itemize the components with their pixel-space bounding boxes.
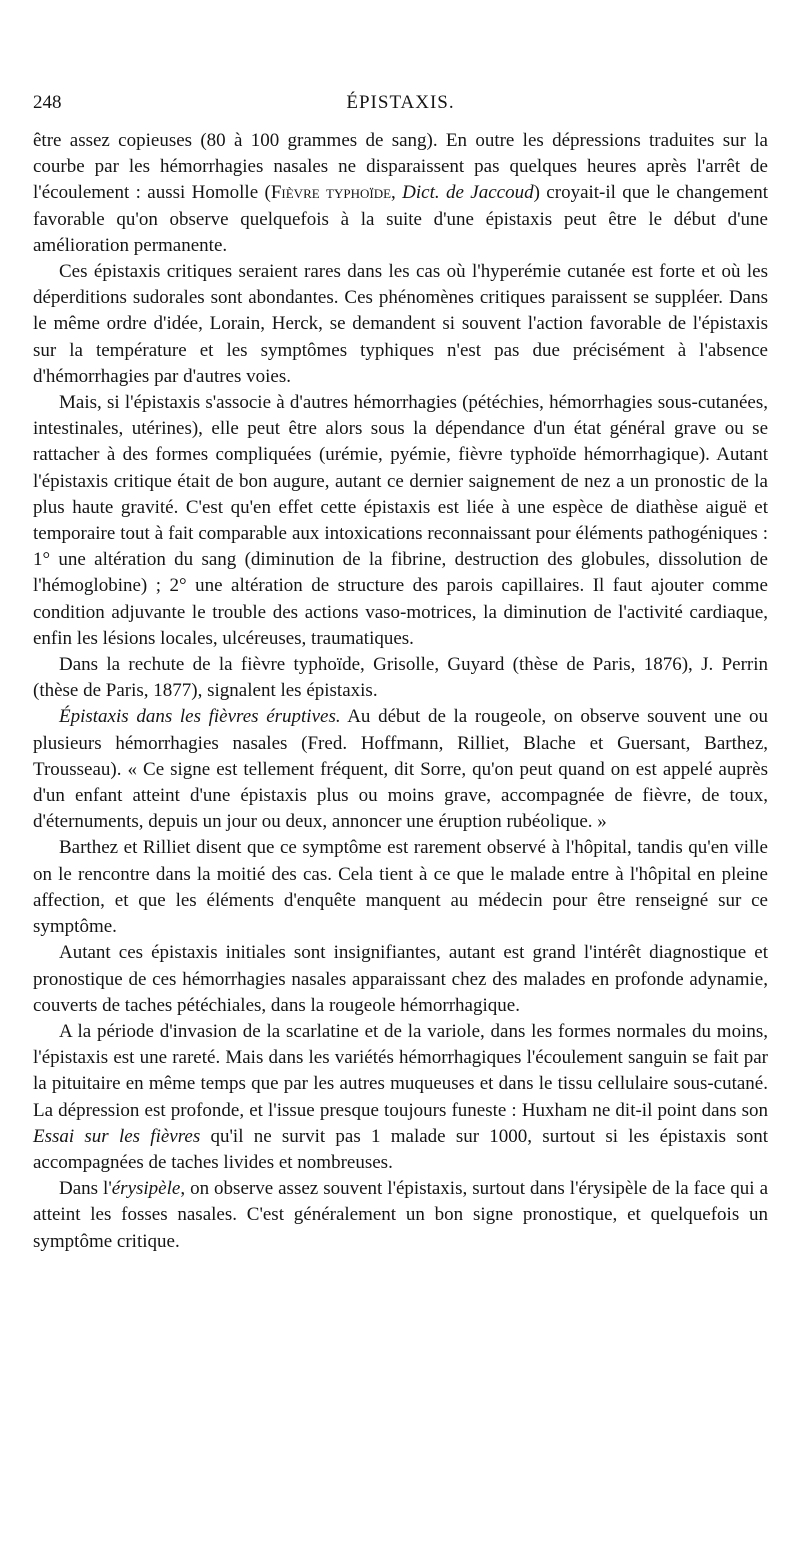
- page-number: 248: [33, 92, 62, 113]
- running-title: ÉPISTAXIS.: [346, 92, 455, 113]
- paragraph: [33, 835, 768, 940]
- paragraph: [33, 128, 768, 259]
- paragraph: [33, 652, 768, 704]
- text-segment: Mais, si l'épistaxis s'associe à d'autres hémorrhagies (pétéchies, hémorrhagies sous-cutanées, intestinales, utérines), elle peut être alors sous la dépendance d'un état général grave ou se rattacher à des formes compliquées (urémie, pyémie, fièvre typhoïde hémorrhagique). Autant l'épistaxis critique était de bon augure, autant ce dernier saignement de nez a un pronostic de la plus haute gravité. C'est qu'en effet cette épistaxis est liée à une espèce de diathèse aiguë et temporaire tout à fait comparable aux intoxications reconnaissant pour éléments pathogéniques : 1° une altération du sang (diminution de la fibrine, destruction des globules, dissolution de l'hémoglobine) ; 2° une altération de structure des parois capillaires. Il faut ajouter comme condition adjuvante le trouble des actions vaso-motrices, la diminution de l'activité cardiaque, enfin les lésions locales, ulcéreuses, traumatiques.: [33, 392, 768, 649]
- text-segment: Barthez et Rilliet disent que ce symptôme est rarement observé à l'hôpital, tandis qu'en ville on le rencontre dans la moitié des cas. Cela tient à ce que le malade entre à l'hôpital en pleine affection, et que les éléments d'enquête manquent au médecin pour être renseigné sur ce symptôme.: [33, 837, 768, 938]
- text-segment: ) croyait-il que le changement favorable qu'on observe quelquefois à la suite d'une épistaxis peut être le début d'une amélioration permanente.: [33, 182, 768, 256]
- text-segment: , on observe assez souvent l'épistaxis, surtout dans l'érysipèle de la face qui a atteint les fosses nasales. C'est généralement un bon signe pronostique, et quelquefois un symptôme critique.: [33, 1178, 768, 1252]
- paragraph: [33, 940, 768, 1019]
- paragraph: [33, 390, 768, 652]
- book-page: [33, 0, 768, 1555]
- smallcaps-text: Fièvre typhoïde: [270, 182, 392, 204]
- paragraph: [33, 1019, 768, 1176]
- text-segment: ,: [391, 182, 403, 204]
- text-segment: Dans l': [59, 1178, 112, 1200]
- text-segment: qu'il ne survit pas 1 malade sur 1000, surtout si les épistaxis sont accompagnées de taches livides et nombreuses.: [33, 1125, 768, 1173]
- text-segment: Ces épistaxis critiques seraient rares dans les cas où l'hyperémie cutanée est forte et où les déperditions sudorales sont abondantes. Ces phénomènes critiques paraissent se suppléer. Dans le même ordre d'idée, Lorain, Herck, se demandent si souvent l'action favorable de l'épistaxis sur la température et les symptômes typhiques n'est pas due précisément à l'absence d'hémorrhagies par d'autres voies.: [33, 261, 768, 387]
- italic-text: Dict. de Jaccoud: [402, 182, 534, 204]
- paragraph: [33, 704, 768, 835]
- text-segment: être assez copieuses (80 à 100 grammes de sang). En outre les dépressions traduites sur la courbe par les hémorrhagies nasales ne disparaissent pas quelques heures après l'arrêt de l'écoulement : aussi Homolle (: [33, 130, 768, 204]
- page-header: [33, 92, 768, 118]
- text-segment: A la période d'invasion de la scarlatine et de la variole, dans les formes normales du moins, l'épistaxis est une rareté. Mais dans les variétés hémorrhagiques l'écoulement sanguin se fait par la pituitaire en même temps que par les autres muqueuses et dans le tissu cellulaire sous-cutané. La dépression est profonde, et l'issue presque toujours funeste : Huxham ne dit-il point dans son: [33, 1020, 768, 1121]
- italic-text: érysipèle: [111, 1178, 181, 1200]
- paragraph: [33, 259, 768, 390]
- text-segment: Au début de la rougeole, on observe souvent une ou plusieurs hémorrhagies nasales (Fred. Hoffmann, Rilliet, Blache et Guersant, Barthez, Trousseau). « Ce signe est tellement fréquent, dit Sorre, qu'on peut quand on est appelé auprès d'un enfant atteint d'une épistaxis plus ou moins grave, accompagnée de fièvre, de toux, d'éternuments, depuis un jour ou deux, annoncer une éruption rubéolique. »: [33, 706, 768, 833]
- body-text: [33, 128, 768, 1255]
- text-segment: Autant ces épistaxis initiales sont insignifiantes, autant est grand l'intérêt diagnostique et pronostique de ces hémorrhagies nasales apparaissant chez des malades en profonde adynamie, couverts de taches pétéchiales, dans la rougeole hémorrhagique.: [33, 942, 768, 1016]
- italic-text: Épistaxis dans les fièvres éruptives.: [59, 706, 341, 728]
- paragraph: [33, 1176, 768, 1255]
- italic-text: Essai sur les fièvres: [33, 1125, 201, 1147]
- text-segment: Dans la rechute de la fièvre typhoïde, Grisolle, Guyard (thèse de Paris, 1876), J. Perrin (thèse de Paris, 1877), signalent les épistaxis.: [33, 654, 768, 702]
